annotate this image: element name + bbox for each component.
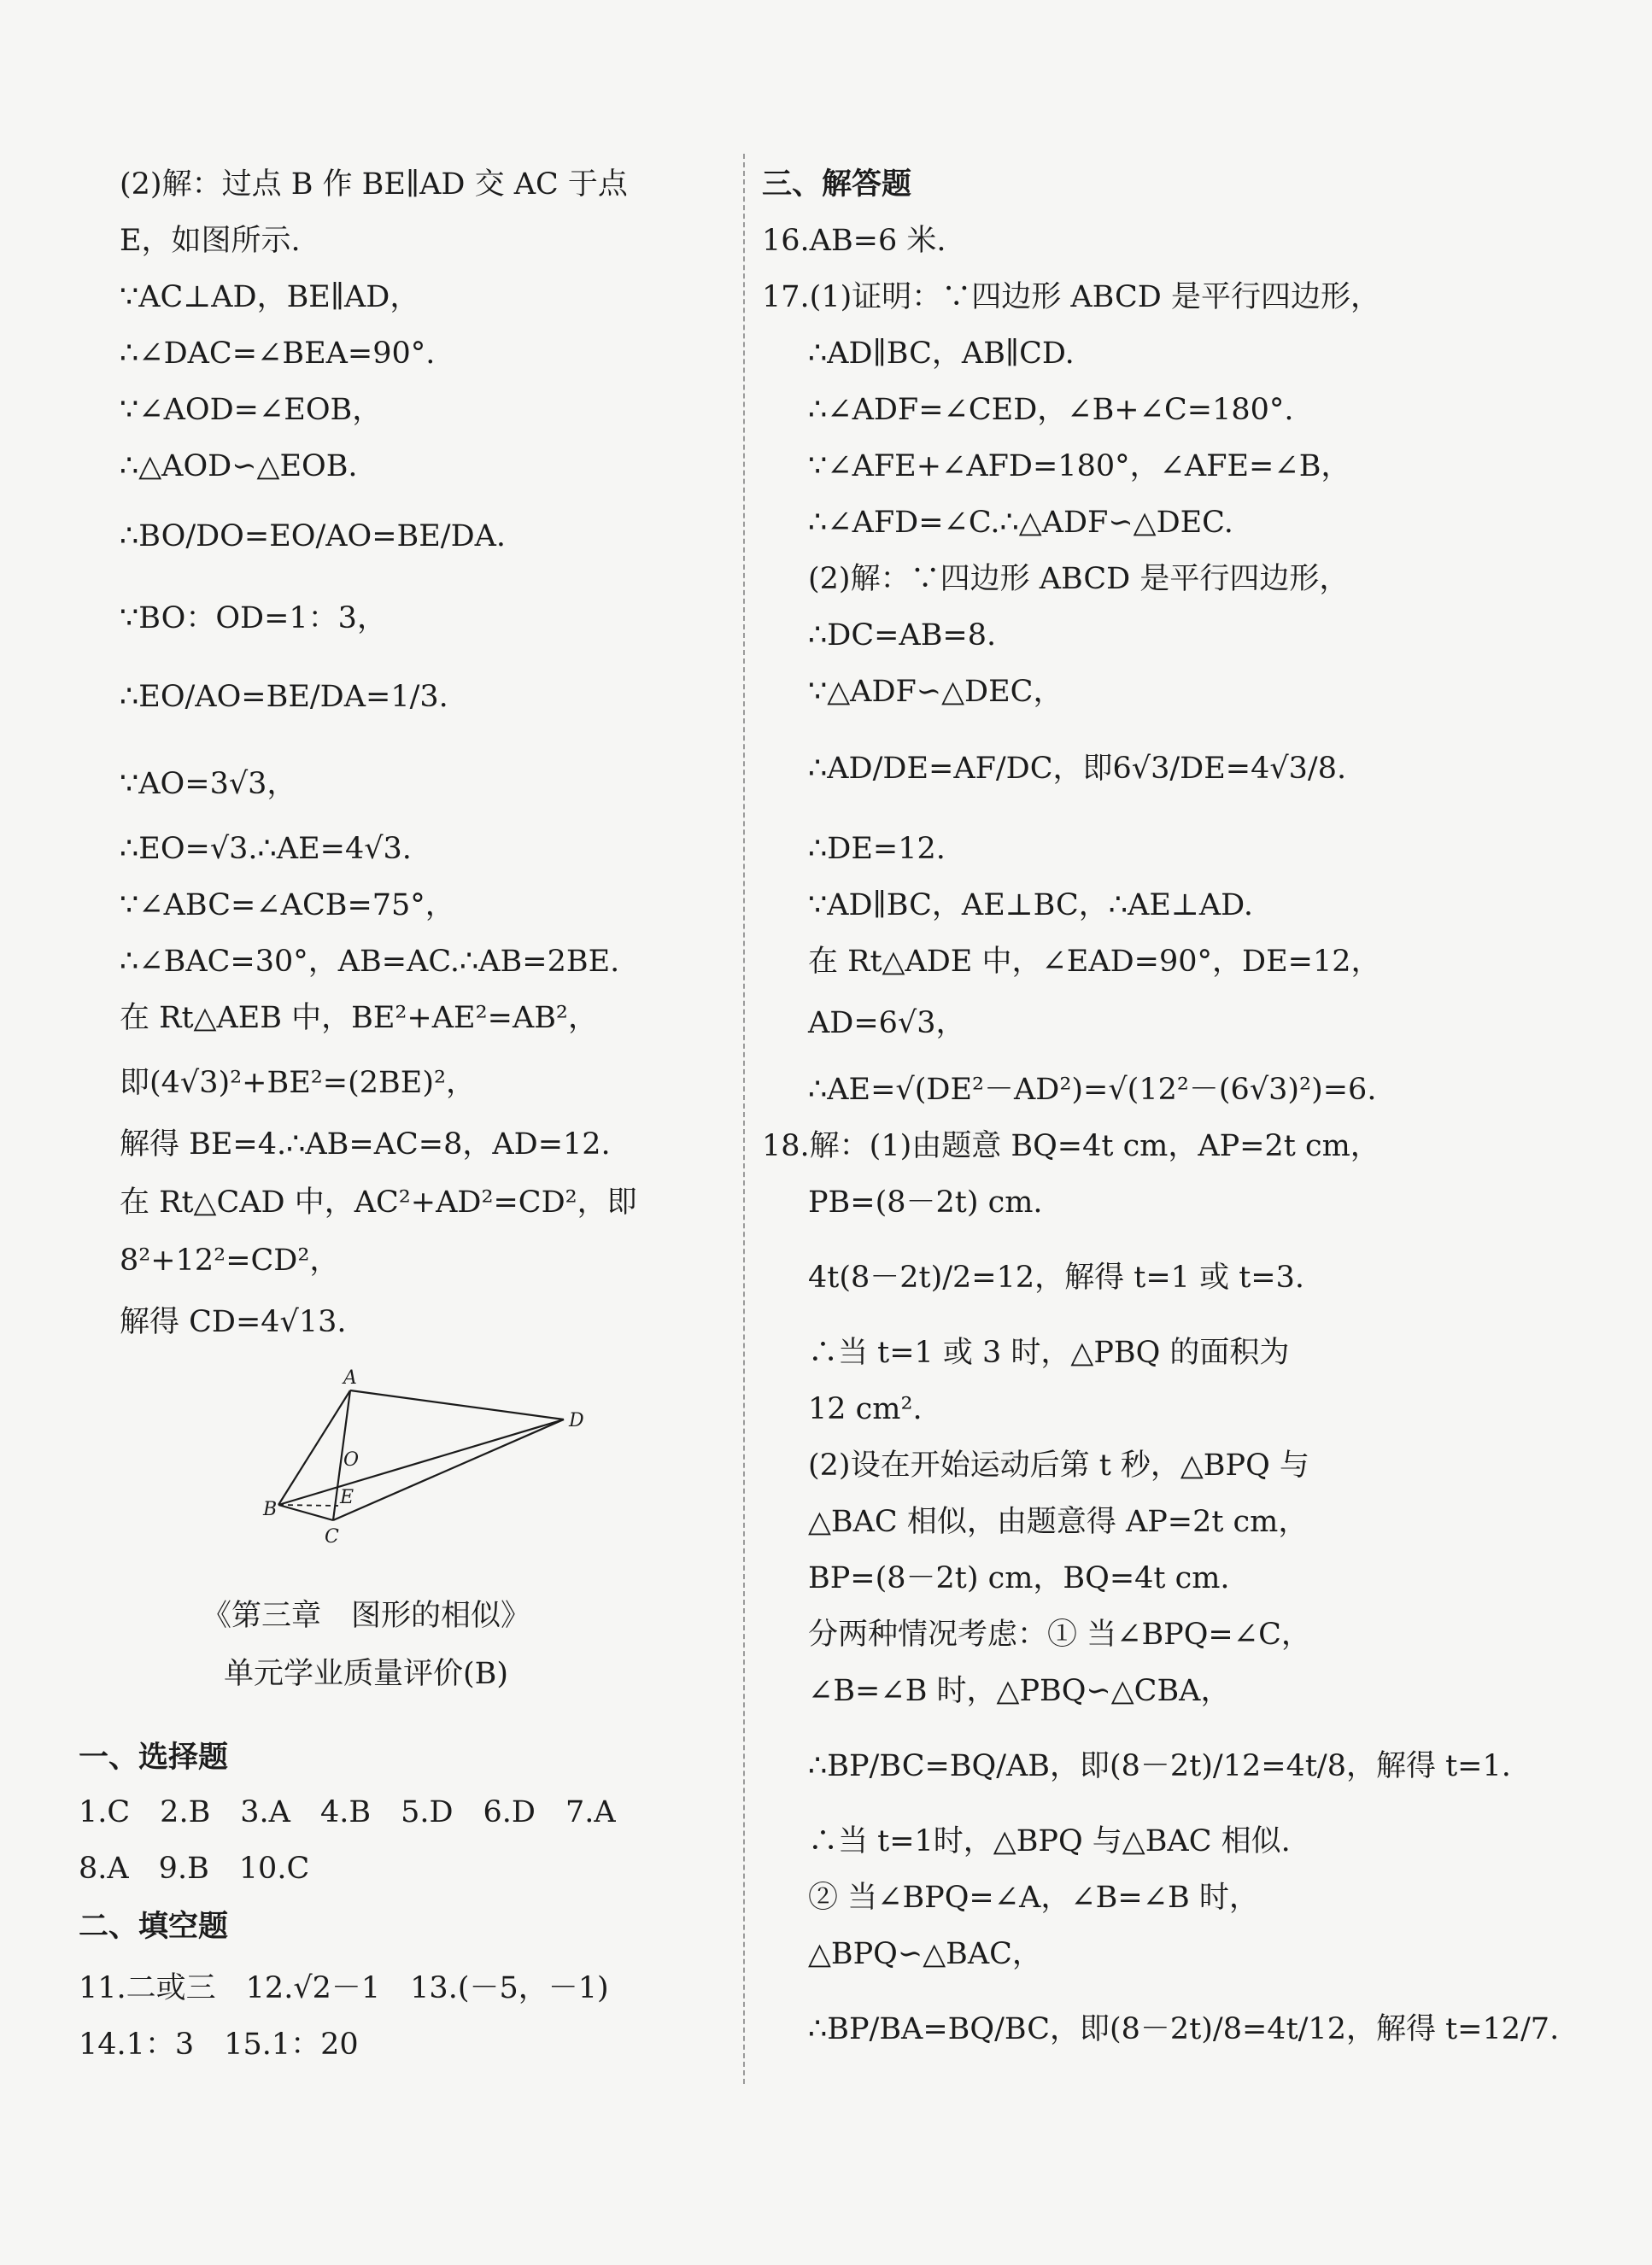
text-line: AD=6√3， xyxy=(808,1006,966,1040)
section-heading-choice: 一、选择题 xyxy=(79,1741,229,1775)
label-D: D xyxy=(569,1410,584,1431)
text-line: 分两种情况考虑：① 当∠BPQ=∠C， xyxy=(808,1618,1311,1652)
fraction-line: ∴AD/DE=AF/DC，即6√3/DE=4√3/8. xyxy=(808,752,1347,786)
text-line: △BAC 相似，由题意得 AP=2t cm， xyxy=(808,1505,1309,1539)
text-line: ② 当∠BPQ=∠A，∠B=∠B 时， xyxy=(808,1881,1259,1915)
text-line: △BPQ∽△BAC， xyxy=(808,1937,1042,1971)
text-line: 在 Rt△ADE 中，∠EAD=90°，DE=12， xyxy=(808,945,1381,979)
text-line: ∴AE=√(DE²－AD²)=√(12²－(6√3)²)=6. xyxy=(808,1073,1377,1107)
text-line: (2)解：过点 B 作 BE∥AD 交 AC 于点 xyxy=(120,167,628,202)
text-line: 8²+12²=CD²， xyxy=(120,1244,340,1278)
section-heading-fill: 二、填空题 xyxy=(79,1910,229,1944)
text-line: ∵AC⊥AD，BE∥AD， xyxy=(120,280,420,314)
text-line: E，如图所示. xyxy=(120,224,301,258)
text-line: ∴AD∥BC，AB∥CD. xyxy=(808,337,1075,371)
text-line: ∴当 t=1时，△BPQ 与△BAC 相似. xyxy=(808,1824,1291,1858)
text-line: ∴当 t=1 或 3 时，△PBQ 的面积为 xyxy=(808,1336,1290,1370)
answers-line: 8.A 9.B 10.C xyxy=(79,1852,310,1886)
section-heading-solve: 三、解答题 xyxy=(762,167,912,202)
text-line: (2)设在开始运动后第 t 秒，△BPQ 与 xyxy=(808,1449,1309,1483)
text-line: ∴∠AFD=∠C.∴△ADF∽△DEC. xyxy=(808,506,1233,540)
triangle-figure xyxy=(248,1367,584,1563)
text-line: 解得 CD=4√13. xyxy=(120,1305,347,1339)
text-line: ∠B=∠B 时，△PBQ∽△CBA， xyxy=(808,1674,1231,1708)
unit-title: 单元学业质量评价(B) xyxy=(224,1657,509,1691)
answers-line: 14.1：3 15.1：20 xyxy=(79,2028,359,2062)
text-line: ∴EO=√3.∴AE=4√3. xyxy=(120,832,412,866)
column-divider xyxy=(743,154,745,2084)
text-line: ∴∠ADF=∠CED，∠B+∠C=180°. xyxy=(808,393,1294,427)
text-line: (2)解：∵四边形 ABCD 是平行四边形， xyxy=(808,562,1350,596)
label-O: O xyxy=(343,1449,360,1471)
label-B: B xyxy=(263,1499,278,1520)
label-A: A xyxy=(343,1367,357,1389)
fraction-line: 4t(8－2t)/2=12，解得 t=1 或 t=3. xyxy=(808,1261,1304,1295)
text-line: 解得 BE=4.∴AB=AC=8，AD=12. xyxy=(120,1127,611,1162)
text-line: ∵△ADF∽△DEC， xyxy=(808,675,1063,709)
text-line: ∵AD∥BC，AE⊥BC，∴AE⊥AD. xyxy=(808,888,1254,922)
text-line: 16.AB=6 米. xyxy=(762,224,946,258)
text-line: 18.解：(1)由题意 BQ=4t cm，AP=2t cm， xyxy=(762,1129,1380,1163)
text-line: 17.(1)证明：∵四边形 ABCD 是平行四边形， xyxy=(762,280,1380,314)
answers-line: 11.二或三 12.√2－1 13.(－5，－1) xyxy=(79,1971,609,2005)
text-line: ∵∠AOD=∠EOB， xyxy=(120,393,383,427)
text-line: ∵AO=3√3， xyxy=(120,767,297,801)
text-line: 12 cm². xyxy=(808,1392,923,1426)
text-line: ∵∠ABC=∠ACB=75°， xyxy=(120,888,455,922)
fraction-line: ∴BO/DO=EO/AO=BE/DA. xyxy=(120,519,507,553)
text-line: ∴∠DAC=∠BEA=90°. xyxy=(120,337,436,371)
label-C: C xyxy=(325,1526,339,1548)
text-line: 即(4√3)²+BE²=(2BE)²， xyxy=(120,1066,477,1100)
label-E: E xyxy=(340,1487,354,1508)
text-line: BP=(8－2t) cm，BQ=4t cm. xyxy=(808,1561,1230,1595)
text-line: 在 Rt△CAD 中，AC²+AD²=CD²，即 xyxy=(120,1185,637,1220)
fraction-line: ∴EO/AO=BE/DA=1/3. xyxy=(120,680,448,714)
answers-line: 1.C 2.B 3.A 4.B 5.D 6.D 7.A xyxy=(79,1795,616,1829)
text-line: ∴DC=AB=8. xyxy=(808,618,997,653)
text-line: ∴DE=12. xyxy=(808,832,946,866)
chapter-title: 《第三章 图形的相似》 xyxy=(202,1599,531,1633)
fraction-line: ∴BP/BC=BQ/AB，即(8－2t)/12=4t/8，解得 t=1. xyxy=(808,1749,1511,1783)
text-line: 在 Rt△AEB 中，BE²+AE²=AB²， xyxy=(120,1001,598,1035)
text-line: ∴△AOD∽△EOB. xyxy=(120,449,358,483)
fraction-line: ∴BP/BA=BQ/BC，即(8－2t)/8=4t/12，解得 t=12/7. xyxy=(808,2012,1560,2046)
text-line: ∴∠BAC=30°，AB=AC.∴AB=2BE. xyxy=(120,945,620,979)
text-line: PB=(8－2t) cm. xyxy=(808,1185,1043,1220)
text-line: ∵∠AFE+∠AFD=180°，∠AFE=∠B， xyxy=(808,449,1351,483)
text-line: ∵BO：OD=1：3， xyxy=(120,601,387,635)
